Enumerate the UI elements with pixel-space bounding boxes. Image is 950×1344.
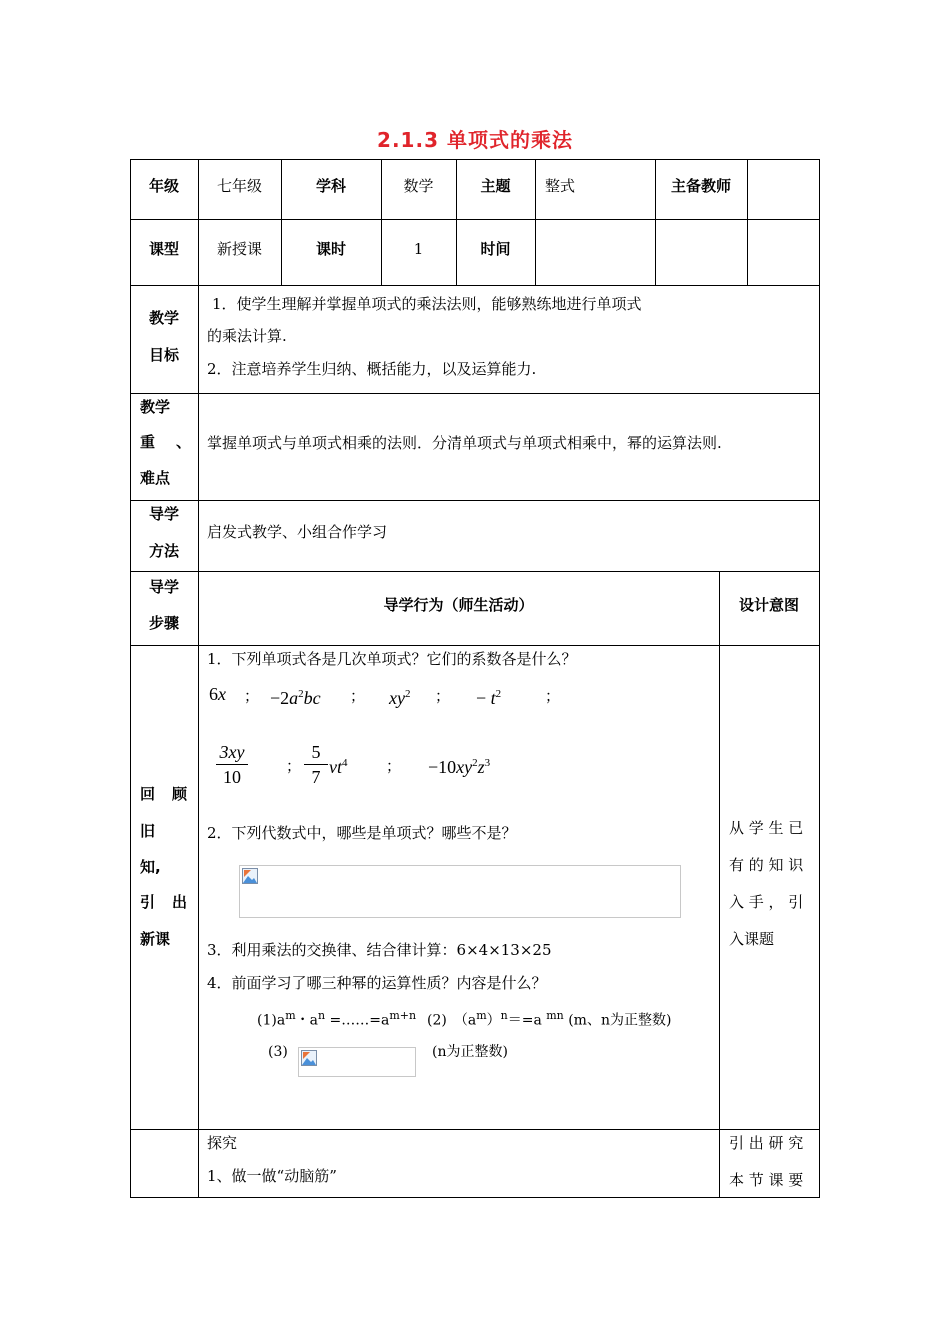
objectives-line-3: 2．注意培养学生归纳、概括能力，以及运算能力. [207, 360, 537, 378]
monomial-t2: − $t^2$ [476, 688, 502, 708]
intent-header: 设计意图 [738, 596, 799, 614]
explore-line-2: 1、做一做“动脑筋” [207, 1167, 337, 1185]
subject-value: 数学 [403, 177, 434, 195]
review-label-1b: 顾 [172, 785, 188, 803]
objectives-label-2: 目标 [148, 346, 179, 364]
power-property-3-tail: (n为正整数) [432, 1044, 508, 1060]
method-label-2: 方法 [148, 542, 179, 560]
separator: ； [350, 687, 366, 705]
type-label: 课型 [148, 240, 179, 258]
review-intent-4: 入课题 [729, 930, 775, 948]
fraction-5-7: 5 7 [302, 742, 330, 787]
broken-image-icon [242, 868, 258, 884]
topic-value: 整式 [545, 177, 576, 195]
separator: ； [435, 687, 451, 705]
review-label-3: 知, [140, 858, 161, 876]
separator: ； [545, 687, 561, 705]
review-label-5: 新课 [140, 930, 171, 948]
separator: ； [286, 757, 302, 775]
key-points-label-1: 教学 [140, 398, 171, 416]
explore-line-1: 探究 [207, 1134, 238, 1152]
hours-label: 课时 [315, 240, 346, 258]
power-property-2: (2) $(a^m)^n==a$ $^{mn}$ (m、n为正整数) [427, 1009, 672, 1029]
broken-image-placeholder [298, 1047, 416, 1077]
fraction-3xy-10: 3xy 10 [214, 742, 250, 787]
monomial-10xy2z3: $-10xy^2z^3$ [428, 757, 491, 777]
monomial-xy2: $xy^2$ [389, 688, 411, 708]
broken-image-placeholder [239, 865, 681, 918]
teacher-label: 主备教师 [670, 177, 731, 195]
monomial-vt4: $vt^4$ [329, 757, 348, 777]
document-title: 2.1.3 单项式的乘法 [377, 128, 573, 152]
steps-label-1: 导学 [148, 578, 179, 596]
method-text: 启发式教学、小组合作学习 [207, 523, 388, 541]
power-property-1: $(1)a^m$・$a^n$ $=\dots\dots=a^{m+n}$ [257, 1009, 417, 1029]
type-value: 新授课 [216, 240, 262, 258]
broken-image-icon [301, 1050, 317, 1066]
question-4: 4．前面学习了哪三种幂的运算性质？内容是什么？ [207, 974, 547, 992]
separator: ； [386, 757, 402, 775]
steps-label-2: 步骤 [148, 614, 179, 632]
review-label-2: 旧 [140, 822, 156, 840]
review-label-4a: 引 [140, 893, 156, 911]
review-label-4b: 出 [172, 893, 188, 911]
question-1: 1．下列单项式各是几次单项式？它们的系数各是什么？ [207, 650, 577, 668]
question-3: 3．利用乘法的交换律、结合律计算：6×4×13×25 [207, 941, 552, 959]
activity-header: 导学行为（师生活动） [383, 596, 534, 614]
monomial-2a2bc: $-2a^2bc$ [270, 688, 321, 708]
explore-intent-1: 引 出 研 究 [729, 1134, 804, 1152]
topic-label: 主题 [480, 177, 511, 195]
grade-label: 年级 [148, 177, 179, 195]
explore-intent-2: 本 节 课 要 [729, 1171, 804, 1189]
grade-value: 七年级 [216, 177, 262, 195]
monomial-6x: 6x [209, 684, 226, 704]
key-points-text: 掌握单项式与单项式相乘的法则．分清单项式与单项式相乘中，幂的运算法则. [207, 434, 722, 452]
power-property-3-label: (3) [268, 1044, 288, 1060]
question-2: 2．下列代数式中，哪些是单项式？哪些不是？ [207, 824, 517, 842]
key-points-label-2b: 、 [176, 433, 192, 451]
review-intent-1: 从 学 生 已 [729, 819, 804, 837]
key-points-label-2a: 重 [140, 433, 156, 451]
key-points-label-3: 难点 [140, 469, 171, 487]
objectives-line-1: 1．使学生理解并掌握单项式的乘法法则，能够熟练地进行单项式 [212, 295, 642, 313]
review-intent-3: 入 手 ， 引 [729, 893, 804, 911]
review-intent-2: 有 的 知 识 [729, 856, 804, 874]
separator: ； [244, 687, 260, 705]
review-label-1a: 回 [140, 785, 156, 803]
objectives-label-1: 教学 [148, 309, 179, 327]
hours-value: 1 [413, 240, 424, 258]
objectives-line-2: 的乘法计算. [207, 327, 287, 345]
time-label: 时间 [480, 240, 511, 258]
method-label-1: 导学 [148, 505, 179, 523]
subject-label: 学科 [315, 177, 346, 195]
